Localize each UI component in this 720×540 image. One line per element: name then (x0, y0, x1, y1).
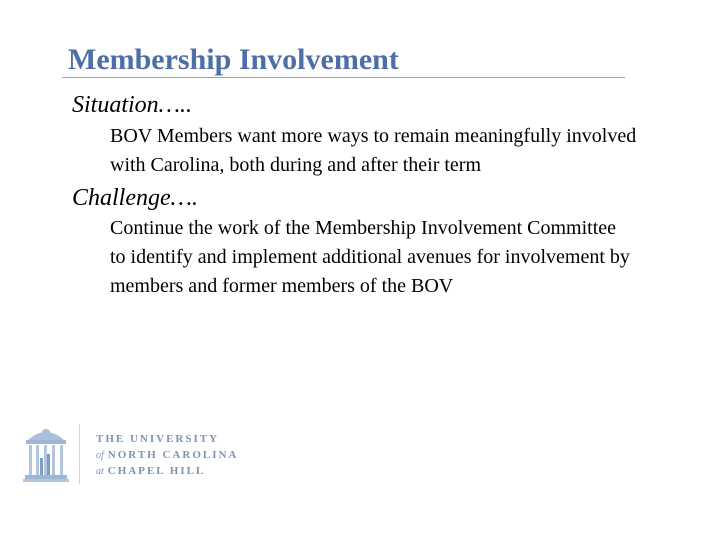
logo-of: of (96, 450, 104, 461)
logo-line-university: THE UNIVERSITY (96, 433, 220, 445)
logo-north-carolina: NORTH CAROLINA (107, 449, 239, 461)
situation-heading: Situation….. (72, 92, 193, 118)
old-well-icon (22, 424, 70, 484)
logo-line-chapel-hill (96, 464, 205, 479)
logo-divider (79, 424, 80, 484)
challenge-text: Continue the work of the Membership Involvement Committee to identify and implement additional avenues for involvement by members and former members of the BOV (110, 217, 630, 297)
slide-title: Membership Involvement (68, 43, 399, 76)
logo-chapel-hill: CHAPEL HILL (107, 465, 206, 477)
logo-at: at (96, 466, 104, 477)
unc-logo (22, 424, 262, 490)
logo-line-north-carolina (96, 448, 238, 463)
situation-text: BOV Members want more ways to remain meaningfully involved with Carolina, both during and after their term (110, 125, 637, 176)
title-underline (62, 77, 625, 78)
challenge-heading: Challenge…. (72, 185, 198, 211)
